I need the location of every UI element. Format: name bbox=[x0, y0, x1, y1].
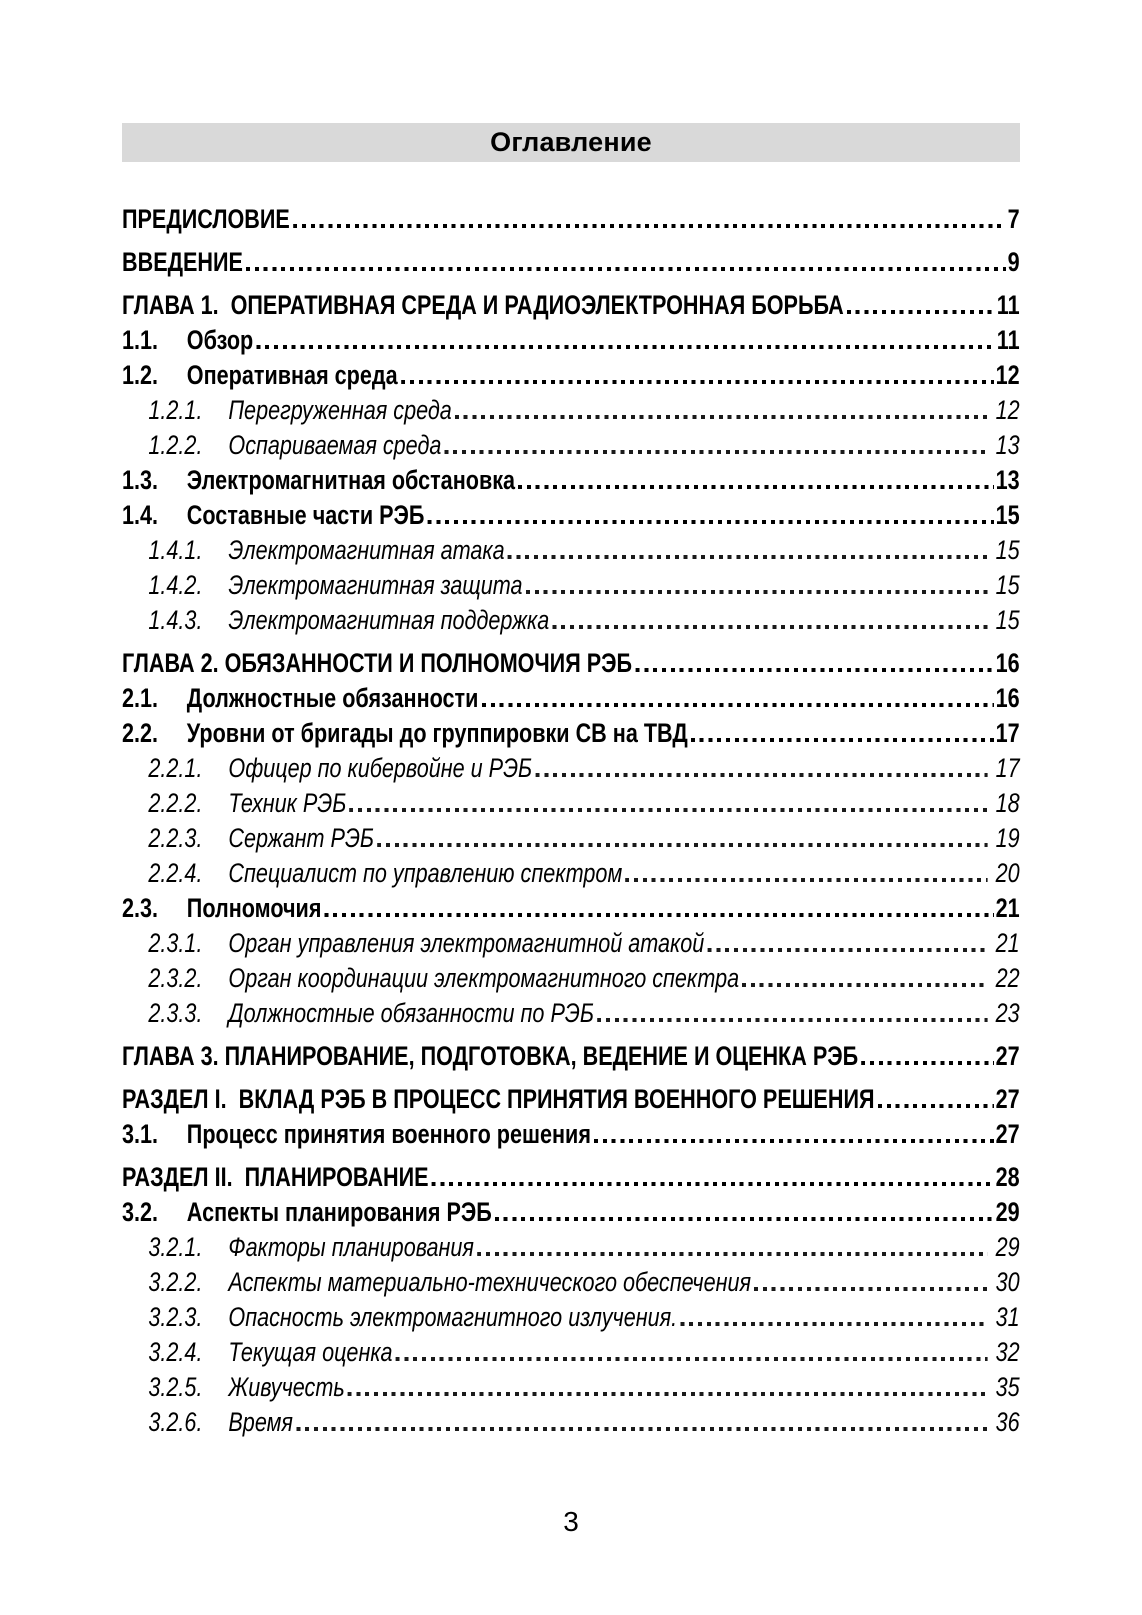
toc-leader-dots bbox=[518, 485, 994, 489]
toc-leader-dots bbox=[246, 267, 1006, 271]
toc-leader-dots bbox=[635, 668, 994, 672]
toc-entry-number: 2.3.1. bbox=[148, 928, 203, 958]
toc-entry bbox=[122, 856, 1020, 891]
toc-entry-page: 23 bbox=[995, 998, 1020, 1028]
toc-entry bbox=[122, 533, 1020, 568]
toc-leader-dots bbox=[445, 450, 988, 454]
toc-entry-page: 17 bbox=[995, 753, 1020, 783]
toc-entry bbox=[122, 1039, 1020, 1074]
toc-entry bbox=[122, 393, 1020, 428]
toc-entry-page: 17 bbox=[995, 718, 1020, 748]
toc-entry-number: 1.4.1. bbox=[148, 535, 203, 565]
toc-entry-number: 3.2.4. bbox=[148, 1337, 203, 1367]
toc-entry-label: Офицер по кибервойне и РЭБ bbox=[228, 753, 533, 783]
toc-entry bbox=[122, 646, 1020, 681]
toc-leader-dots bbox=[691, 738, 994, 742]
toc-entry-label: Должностные обязанности bbox=[186, 683, 479, 713]
toc-entry-label: Сержант РЭБ bbox=[228, 823, 374, 853]
toc-entry-page: 28 bbox=[995, 1162, 1020, 1192]
toc-entry-label: Время bbox=[228, 1407, 293, 1437]
toc-leader-dots bbox=[625, 878, 987, 882]
toc-leader-dots bbox=[552, 625, 987, 629]
toc-entry-page: 21 bbox=[995, 928, 1020, 958]
toc-entry bbox=[122, 288, 1020, 323]
toc-entry-number: 2.2.1. bbox=[148, 753, 203, 783]
toc-entry-label: Составные части РЭБ bbox=[186, 500, 425, 530]
toc-entry-page: 35 bbox=[995, 1372, 1020, 1402]
toc-entry bbox=[122, 1082, 1020, 1117]
toc-leader-dots bbox=[350, 808, 988, 812]
toc-entry-label: Оперативная среда bbox=[186, 360, 398, 390]
toc-entry-page: 18 bbox=[995, 788, 1020, 818]
toc-entry-label: Полномочия bbox=[186, 893, 322, 923]
toc-entry bbox=[122, 1300, 1020, 1335]
toc-entry-number: 1.1. bbox=[122, 325, 159, 355]
toc-leader-dots bbox=[296, 1427, 987, 1431]
toc-entry-page: 7 bbox=[1007, 204, 1020, 234]
toc-entry-number: 2.3. bbox=[122, 893, 159, 923]
toc-entry-page: 31 bbox=[995, 1302, 1020, 1332]
toc-entry-label: Живучесть bbox=[228, 1372, 345, 1402]
toc-entry-label: Опасность электромагнитного излучения. bbox=[228, 1302, 678, 1332]
toc-entry-number: 2.3.2. bbox=[148, 963, 203, 993]
toc-entry-page: 16 bbox=[995, 648, 1020, 678]
toc-entry-label: Техник РЭБ bbox=[228, 788, 347, 818]
toc-entry-number: 2.3.3. bbox=[148, 998, 203, 1028]
toc-entry-label: Орган управления электромагнитной атакой bbox=[228, 928, 705, 958]
toc-entry bbox=[122, 202, 1020, 237]
toc-leader-dots bbox=[594, 1139, 994, 1143]
toc-entry-label: Специалист по управлению спектром bbox=[228, 858, 623, 888]
toc-entry-page: 29 bbox=[995, 1197, 1020, 1227]
toc-entry-page: 15 bbox=[995, 500, 1020, 530]
toc-leader-dots bbox=[455, 415, 988, 419]
toc-leader-dots bbox=[861, 1061, 994, 1065]
toc-entry-label: РАЗДЕЛ II. ПЛАНИРОВАНИЕ bbox=[122, 1162, 429, 1192]
toc-entry bbox=[122, 996, 1020, 1031]
toc-entry bbox=[122, 891, 1020, 926]
toc-entry bbox=[122, 323, 1020, 358]
toc-entry-page: 20 bbox=[995, 858, 1020, 888]
toc-entry-page: 21 bbox=[995, 893, 1020, 923]
toc-leader-dots bbox=[508, 555, 988, 559]
toc-entry-page: 11 bbox=[996, 290, 1020, 320]
toc-entry-number: 2.2.4. bbox=[148, 858, 203, 888]
toc-leader-dots bbox=[401, 380, 994, 384]
toc-entry-label: Уровни от бригады до группировки СВ на ТВД bbox=[186, 718, 688, 748]
toc-leader-dots bbox=[526, 590, 988, 594]
toc-entry-label: ГЛАВА 2. ОБЯЗАННОСТИ И ПОЛНОМОЧИЯ РЭБ bbox=[122, 648, 633, 678]
toc-entry-label: Обзор bbox=[186, 325, 254, 355]
page-number: 3 bbox=[563, 1506, 579, 1537]
toc-title-bar bbox=[122, 123, 1020, 162]
toc-leader-dots bbox=[325, 913, 994, 917]
toc-entry-page: 13 bbox=[995, 430, 1020, 460]
toc-entry-number: 3.2.5. bbox=[148, 1372, 203, 1402]
toc-entry bbox=[122, 821, 1020, 856]
toc-entry bbox=[122, 498, 1020, 533]
toc-entry-number: 2.1. bbox=[122, 683, 159, 713]
toc-entry bbox=[122, 603, 1020, 638]
toc-entry-page: 15 bbox=[995, 535, 1020, 565]
toc-entry bbox=[122, 245, 1020, 280]
toc-title: Оглавление bbox=[490, 127, 652, 157]
toc-leader-dots bbox=[482, 703, 994, 707]
toc-leader-dots bbox=[847, 310, 995, 314]
toc-leader-dots bbox=[256, 345, 995, 349]
toc-entry-label: Электромагнитная атака bbox=[228, 535, 505, 565]
toc-leader-dots bbox=[293, 224, 1006, 228]
toc-list bbox=[122, 162, 1020, 1440]
toc-entry-label: Аспекты материально-технического обеспечения bbox=[228, 1267, 752, 1297]
toc-entry-number: 2.2. bbox=[122, 718, 159, 748]
toc-leader-dots bbox=[432, 1182, 994, 1186]
toc-entry-label: ГЛАВА 3. ПЛАНИРОВАНИЕ, ПОДГОТОВКА, ВЕДЕНИЕ И ОЦЕНКА РЭБ bbox=[122, 1041, 859, 1071]
toc-entry-number: 3.2.2. bbox=[148, 1267, 203, 1297]
toc-entry-number: 1.2. bbox=[122, 360, 159, 390]
toc-entry-number: 2.2.2. bbox=[148, 788, 203, 818]
toc-entry-number: 1.4. bbox=[122, 500, 159, 530]
toc-entry-label: Оспариваемая среда bbox=[228, 430, 442, 460]
toc-leader-dots bbox=[535, 773, 987, 777]
toc-entry bbox=[122, 681, 1020, 716]
toc-leader-dots bbox=[377, 843, 987, 847]
toc-entry-page: 29 bbox=[995, 1232, 1020, 1262]
toc-entry-label: Процесс принятия военного решения bbox=[186, 1119, 591, 1149]
toc-entry bbox=[122, 358, 1020, 393]
toc-entry bbox=[122, 1265, 1020, 1300]
toc-entry bbox=[122, 716, 1020, 751]
toc-entry-page: 32 bbox=[995, 1337, 1020, 1367]
toc-entry-label: РАЗДЕЛ I. ВКЛАД РЭБ В ПРОЦЕСС ПРИНЯТИЯ ВОЕННОГО РЕШЕНИЯ bbox=[122, 1084, 875, 1114]
toc-entry-label: ВВЕДЕНИЕ bbox=[122, 247, 243, 277]
toc-entry bbox=[122, 428, 1020, 463]
toc-leader-dots bbox=[348, 1392, 988, 1396]
toc-entry-label: Должностные обязанности по РЭБ bbox=[228, 998, 594, 1028]
toc-leader-dots bbox=[878, 1104, 994, 1108]
toc-entry-number: 1.4.3. bbox=[148, 605, 203, 635]
toc-entry-page: 11 bbox=[996, 325, 1020, 355]
toc-entry-label: Аспекты планирования РЭБ bbox=[186, 1197, 492, 1227]
toc-entry-label: Электромагнитная поддержка bbox=[228, 605, 550, 635]
toc-entry-number: 1.3. bbox=[122, 465, 159, 495]
toc-entry bbox=[122, 1370, 1020, 1405]
toc-leader-dots bbox=[680, 1322, 987, 1326]
toc-entry-number: 1.4.2. bbox=[148, 570, 203, 600]
toc-entry-page: 9 bbox=[1007, 247, 1020, 277]
toc-entry bbox=[122, 926, 1020, 961]
toc-leader-dots bbox=[495, 1217, 994, 1221]
toc-entry-page: 30 bbox=[995, 1267, 1020, 1297]
toc-entry-page: 36 bbox=[995, 1407, 1020, 1437]
toc-entry-page: 19 bbox=[995, 823, 1020, 853]
toc-entry-page: 16 bbox=[995, 683, 1020, 713]
toc-entry-page: 13 bbox=[995, 465, 1020, 495]
toc-leader-dots bbox=[742, 983, 987, 987]
toc-entry-label: Текущая оценка bbox=[228, 1337, 393, 1367]
toc-entry-label: Орган координации электромагнитного спектра bbox=[228, 963, 740, 993]
toc-entry bbox=[122, 1195, 1020, 1230]
toc-entry-number: 1.2.2. bbox=[148, 430, 203, 460]
toc-entry bbox=[122, 1405, 1020, 1440]
toc-leader-dots bbox=[477, 1252, 987, 1256]
toc-entry bbox=[122, 961, 1020, 996]
toc-entry-page: 27 bbox=[995, 1119, 1020, 1149]
toc-entry-page: 27 bbox=[995, 1041, 1020, 1071]
toc-entry-page: 15 bbox=[995, 570, 1020, 600]
toc-entry-number: 3.1. bbox=[122, 1119, 159, 1149]
toc-leader-dots bbox=[707, 948, 987, 952]
toc-entry-label: ПРЕДИСЛОВИЕ bbox=[122, 204, 290, 234]
toc-leader-dots bbox=[428, 520, 994, 524]
toc-entry bbox=[122, 786, 1020, 821]
toc-entry-page: 15 bbox=[995, 605, 1020, 635]
toc-entry-number: 3.2.1. bbox=[148, 1232, 203, 1262]
toc-entry-label: Электромагнитная защита bbox=[228, 570, 523, 600]
toc-entry bbox=[122, 751, 1020, 786]
toc-entry-number: 3.2. bbox=[122, 1197, 159, 1227]
toc-entry-label: Факторы планирования bbox=[228, 1232, 474, 1262]
toc-entry bbox=[122, 1117, 1020, 1152]
toc-leader-dots bbox=[754, 1287, 987, 1291]
toc-entry-number: 3.2.3. bbox=[148, 1302, 203, 1332]
toc-entry bbox=[122, 1160, 1020, 1195]
toc-leader-dots bbox=[396, 1357, 988, 1361]
toc-entry bbox=[122, 568, 1020, 603]
toc-entry-page: 22 bbox=[995, 963, 1020, 993]
toc-entry-label: ГЛАВА 1. ОПЕРАТИВНАЯ СРЕДА И РАДИОЭЛЕКТРОННАЯ БОРЬБА bbox=[122, 290, 844, 320]
toc-leader-dots bbox=[597, 1018, 987, 1022]
toc-entry-number: 3.2.6. bbox=[148, 1407, 203, 1437]
toc-entry-page: 12 bbox=[995, 360, 1020, 390]
toc-entry bbox=[122, 1335, 1020, 1370]
toc-entry-page: 12 bbox=[995, 395, 1020, 425]
toc-entry-number: 2.2.3. bbox=[148, 823, 203, 853]
toc-entry bbox=[122, 463, 1020, 498]
toc-entry bbox=[122, 1230, 1020, 1265]
toc-entry-label: Электромагнитная обстановка bbox=[186, 465, 516, 495]
toc-entry-number: 1.2.1. bbox=[148, 395, 203, 425]
toc-entry-page: 27 bbox=[995, 1084, 1020, 1114]
toc-entry-label: Перегруженная среда bbox=[228, 395, 452, 425]
